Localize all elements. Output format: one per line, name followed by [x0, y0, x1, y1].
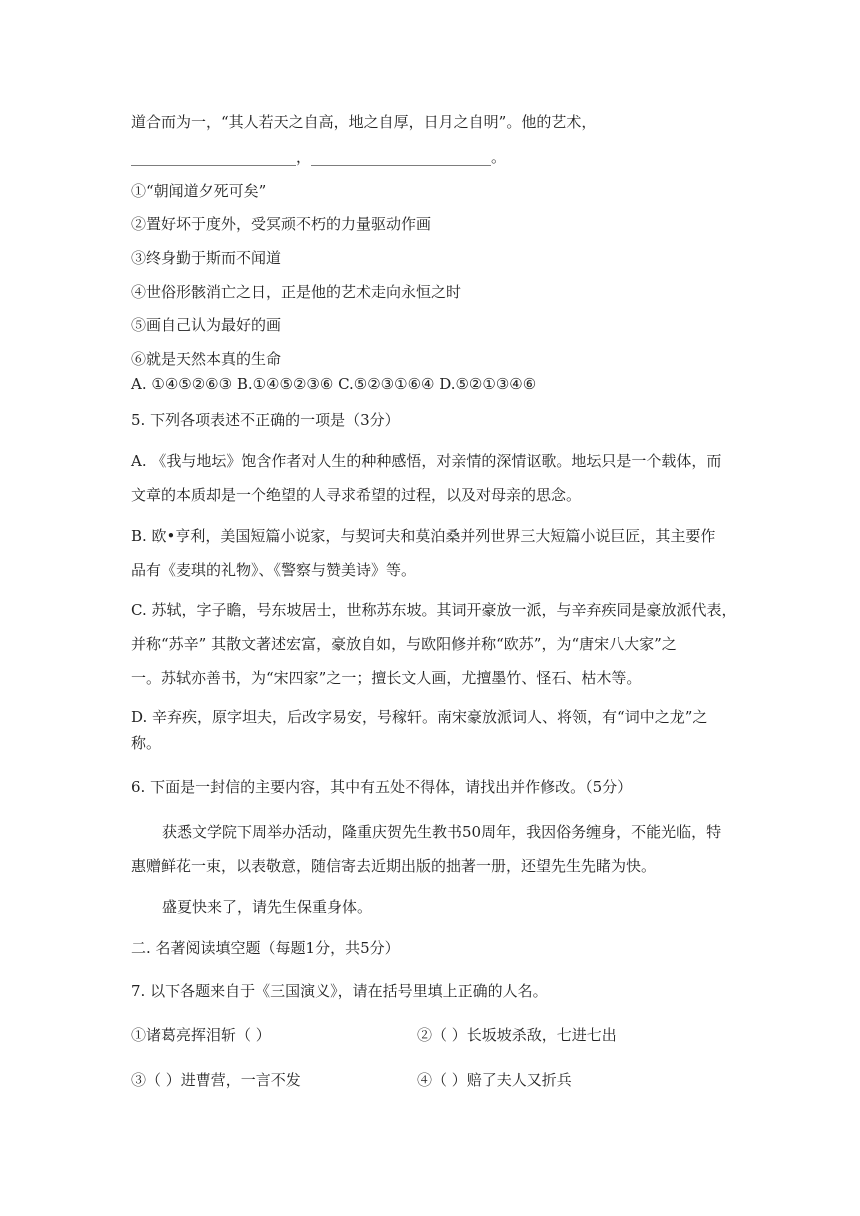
letter-line1: 获悉文学院下周举办活动，隆重庆贺先生教书50周年，我因俗务缠身，不能光临，特 [162, 823, 722, 841]
q7-item-2: ②（ ）长坂坡杀敌，七进七出 [417, 1026, 617, 1044]
q5-option-b-line1: B. 欧•亨利，美国短篇小说家，与契诃夫和莫泊桑并列世界三大短篇小说巨匠，其主要作 [131, 527, 716, 545]
section-2-heading: 二. 名著阅读填空题（每题1分，共5分） [131, 939, 400, 957]
option-2: ②置好坏于度外，受冥顽不朽的力量驱动作画 [131, 215, 432, 233]
q7-item-3: ③（ ）进曹营，一言不发 [131, 1071, 301, 1089]
question-5: 5. 下列各项表述不正确的一项是（3分） [131, 411, 400, 429]
letter-line3: 盛夏快来了，请先生保重身体。 [162, 898, 373, 916]
option-1: ①“朝闻道夕死可矣” [131, 182, 267, 200]
q5-option-c-line2: 并称“苏辛” 其散文著述宏富，豪放自如，与欧阳修并称“欧苏”，为“唐宋八大家”之 [131, 635, 677, 653]
answer-choices: A. ①④⑤②⑥③ B.①④⑤②③⑥ C.⑤②③①⑥④ D.⑤②①③④⑥ [131, 375, 537, 393]
q5-option-a-line2: 文章的本质却是一个绝望的人寻求希望的过程，以及对母亲的思念。 [131, 486, 582, 504]
q7-item-4: ④（ ）赔了夫人又折兵 [417, 1071, 572, 1089]
option-5: ⑤画自己认为最好的画 [131, 316, 282, 334]
fill-blank-line: ______________________，________________________。 [131, 148, 507, 166]
question-7: 7. 以下各题来自于《三国演义》，请在括号里填上正确的人名。 [131, 982, 548, 1000]
q5-option-a-line1: A. 《我与地坛》饱含作者对人生的种种感悟，对亲情的深情讴歌。地坛只是一个载体，而 [131, 452, 722, 470]
question-6: 6. 下面是一封信的主要内容，其中有五处不得体，请找出并作修改。（5分） [131, 778, 633, 796]
q5-option-d-line2: 称。 [131, 734, 162, 752]
text-line: 道合而为一，“其人若天之自高，地之自厚，日月之自明”。他的艺术， [131, 113, 597, 131]
q5-option-d-line1: D. 辛弃疾，原字坦夫，后改字易安，号稼轩。南宋豪放派词人、将领，有“词中之龙”之 [131, 708, 708, 726]
q5-option-b-line2: 品有《麦琪的礼物》、《警察与赞美诗》等。 [131, 561, 417, 579]
option-3: ③终身勤于斯而不闻道 [131, 249, 282, 267]
letter-line2: 惠赠鲜花一束，以表敬意，随信寄去近期出版的拙著一册，还望先生先睹为快。 [131, 857, 657, 875]
q5-option-c-line3: 一。苏轼亦善书，为“宋四家”之一；擅长文人画，尤擅墨竹、怪石、枯木等。 [131, 669, 642, 687]
q7-item-1: ①诸葛亮挥泪斩（ ） [131, 1026, 271, 1044]
option-4: ④世俗形骸消亡之日，正是他的艺术走向永恒之时 [131, 283, 462, 301]
option-6: ⑥就是天然本真的生命 [131, 350, 282, 368]
q5-option-c-line1: C. 苏轼，字子瞻，号东坡居士，世称苏东坡。其词开豪放一派，与辛弃疾同是豪放派代表， [131, 601, 737, 619]
